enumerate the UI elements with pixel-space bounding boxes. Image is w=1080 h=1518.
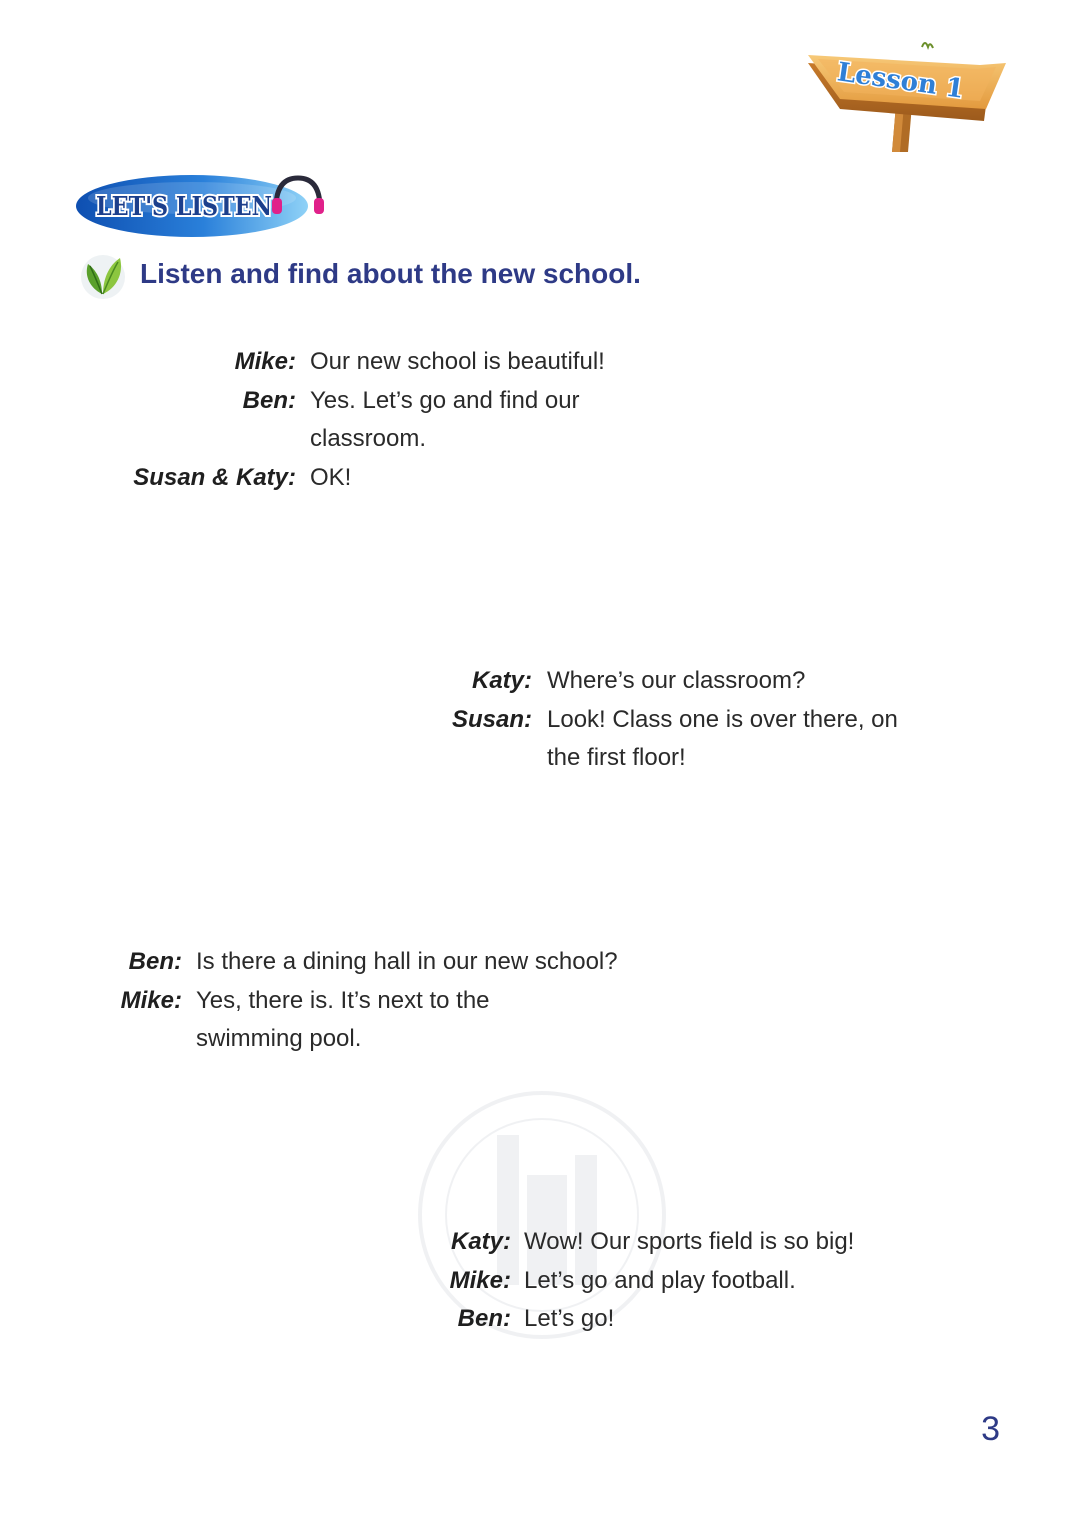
- speaker-name: Mike:: [120, 986, 182, 1014]
- dialogue-line: [110, 420, 605, 459]
- section-badge: [74, 168, 324, 246]
- dialogue-block-4: [420, 1223, 854, 1339]
- lesson-label: Lesson 1: [835, 57, 966, 105]
- dialogue-line: [400, 701, 898, 740]
- instruction: [76, 248, 776, 302]
- dialogue-text: Yes, there is. It’s next to the: [196, 986, 490, 1014]
- dialogue-line: [110, 382, 605, 421]
- dialogue-text: Look! Class one is over there, on: [547, 705, 898, 733]
- dialogue-text: Where’s our classroom?: [547, 667, 806, 694]
- dialogue-text: Our new school is beautiful!: [310, 348, 605, 375]
- speaker-name: Ben:: [128, 948, 182, 975]
- dialogue-text: Let’s go and play football.: [524, 1266, 796, 1294]
- dialogue-text: Yes. Let’s go and find our: [310, 386, 580, 414]
- instruction-text: Listen and find about the new school.: [140, 258, 641, 289]
- section-badge-label: LET'S LISTEN: [96, 192, 272, 222]
- dialogue-line: [100, 982, 618, 1021]
- speaker-name: Susan & Katy:: [133, 463, 296, 491]
- speaker-name: Susan:: [451, 705, 532, 733]
- dialogue-text: swimming pool.: [196, 1025, 362, 1053]
- dialogue-line: [420, 1223, 854, 1262]
- dialogue-line: [110, 343, 605, 382]
- lesson-signpost: [800, 25, 1015, 160]
- speaker-name: Ben:: [457, 1305, 511, 1333]
- wooden-signpost-icon: [800, 25, 1015, 160]
- leaf-icon: [76, 248, 130, 300]
- page-number: 3: [981, 1410, 1000, 1448]
- dialogue-text: Wow! Our sports field is so big!: [524, 1228, 855, 1255]
- dialogue-text: Let’s go!: [524, 1305, 615, 1333]
- dialogue-block-3: [100, 943, 618, 1059]
- speaker-name: Katy:: [450, 1228, 511, 1255]
- dialogue-line: [420, 1300, 854, 1339]
- dialogue-line: [100, 943, 618, 982]
- dialogue-line: [110, 459, 605, 498]
- dialogue-block-1: [110, 343, 605, 497]
- speaker-name: Ben:: [242, 386, 296, 414]
- speaker-name: Katy:: [471, 667, 532, 694]
- dialogue-line: [400, 739, 898, 778]
- speaker-name: Mike:: [234, 348, 296, 375]
- speaker-name: Mike:: [449, 1266, 511, 1294]
- dialogue-text: OK!: [310, 463, 352, 491]
- dialogue-text: Is there a dining hall in our new school?: [196, 948, 618, 975]
- dialogue-block-2: [400, 662, 898, 778]
- dialogue-line: [100, 1020, 618, 1059]
- dialogue-line: [420, 1262, 854, 1301]
- dialogue-text: the first floor!: [547, 744, 686, 772]
- dialogue-text: classroom.: [310, 425, 427, 453]
- dialogue-line: [400, 662, 898, 701]
